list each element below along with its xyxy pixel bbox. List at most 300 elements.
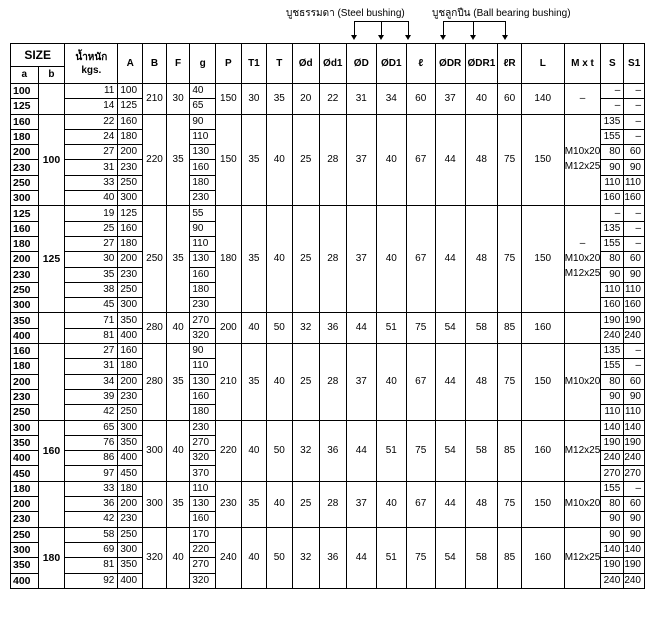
thread-value: M12x25 <box>564 161 601 173</box>
S1-cell: – <box>624 344 645 359</box>
A-cell: 350 <box>118 313 143 328</box>
lR-cell: 85 <box>498 313 522 344</box>
thread-cell <box>564 84 601 115</box>
T-cell: 40 <box>267 114 292 206</box>
weight-cell: 97 <box>65 466 118 481</box>
l-cell: 75 <box>406 313 435 344</box>
d-cell: 25 <box>292 206 319 313</box>
table-row <box>11 527 645 542</box>
B-cell: 320 <box>143 527 167 588</box>
S1-cell: – <box>624 221 645 236</box>
thread-value: – <box>579 92 586 104</box>
S1-cell: 270 <box>624 466 645 481</box>
arrow-down-icon <box>502 35 508 40</box>
B-cell: 250 <box>143 206 167 313</box>
lR-cell: 85 <box>498 527 522 588</box>
size-a-cell: 200 <box>11 252 39 267</box>
table-body <box>11 84 645 589</box>
F-cell: 35 <box>166 344 189 420</box>
column-header: ℓ <box>406 44 435 84</box>
column-header: ØD <box>346 44 376 84</box>
DR-cell: 44 <box>435 206 465 313</box>
weight-cell: 86 <box>65 451 118 466</box>
column-header: Ød1 <box>319 44 346 84</box>
A-cell: 450 <box>118 466 143 481</box>
weight-label: น้ำหนัก <box>75 51 108 63</box>
T1-cell: 35 <box>241 344 266 420</box>
A-cell: 300 <box>118 542 143 557</box>
weight-cell: 45 <box>65 298 118 313</box>
size-a-cell: 350 <box>11 313 39 328</box>
S-cell: 155 <box>601 481 624 496</box>
column-header: ØDR <box>435 44 465 84</box>
S-cell: 90 <box>601 389 624 404</box>
size-a-cell: 160 <box>11 344 39 359</box>
T-cell: 50 <box>267 527 292 588</box>
S-cell: 135 <box>601 344 624 359</box>
B-cell: 280 <box>143 344 167 420</box>
D-cell: 37 <box>346 114 376 206</box>
lR-cell: 85 <box>498 420 522 481</box>
g-cell: 180 <box>190 405 216 420</box>
A-cell: 250 <box>118 175 143 190</box>
d-cell: 32 <box>292 313 319 344</box>
DR1-cell: 48 <box>465 481 498 527</box>
DR-cell: 54 <box>435 420 465 481</box>
A-cell: 100 <box>118 84 143 99</box>
L-cell: 160 <box>521 527 564 588</box>
g-cell: 180 <box>190 282 216 297</box>
lR-cell: 75 <box>498 114 522 206</box>
A-cell: 180 <box>118 129 143 144</box>
S1-cell: 90 <box>624 267 645 282</box>
g-cell: 110 <box>190 359 216 374</box>
L-cell: 160 <box>521 420 564 481</box>
D-cell: 44 <box>346 313 376 344</box>
g-cell: 90 <box>190 344 216 359</box>
thread-value: M12x25 <box>564 551 601 563</box>
S-cell: 90 <box>601 160 624 175</box>
S1-cell: 190 <box>624 313 645 328</box>
column-header: T <box>267 44 292 84</box>
DR-cell: 44 <box>435 344 465 420</box>
B-cell: 220 <box>143 114 167 206</box>
weight-cell: 40 <box>65 191 118 206</box>
l-cell: 75 <box>406 420 435 481</box>
A-cell: 300 <box>118 191 143 206</box>
S1-cell: 110 <box>624 175 645 190</box>
g-cell: 270 <box>190 435 216 450</box>
S1-cell: – <box>624 236 645 251</box>
size-a-cell: 300 <box>11 191 39 206</box>
table-row <box>11 420 645 435</box>
table-row <box>11 481 645 496</box>
S-cell: 110 <box>601 175 624 190</box>
S-cell: 110 <box>601 282 624 297</box>
A-cell: 350 <box>118 435 143 450</box>
D1-cell: 40 <box>376 344 406 420</box>
g-cell: 320 <box>190 328 216 343</box>
S-cell: 190 <box>601 313 624 328</box>
T-cell: 50 <box>267 420 292 481</box>
weight-cell: 39 <box>65 389 118 404</box>
A-cell: 250 <box>118 282 143 297</box>
size-a-cell: 250 <box>11 405 39 420</box>
arrow-down-icon <box>405 35 411 40</box>
size-a-cell: 400 <box>11 328 39 343</box>
size-a-cell: 180 <box>11 481 39 496</box>
thread-cell <box>564 420 601 481</box>
L-cell: 140 <box>521 84 564 115</box>
T1-cell: 35 <box>241 206 266 313</box>
A-cell: 300 <box>118 298 143 313</box>
bracket-line <box>443 21 444 35</box>
weight-cell: 27 <box>65 236 118 251</box>
L-cell: 150 <box>521 344 564 420</box>
arrow-down-icon <box>470 35 476 40</box>
size-b-cell: 180 <box>38 527 65 588</box>
DR-cell: 44 <box>435 481 465 527</box>
g-cell: 160 <box>190 512 216 527</box>
S-cell: 140 <box>601 542 624 557</box>
size-b-cell <box>38 313 65 344</box>
kgs-label: kgs. <box>81 64 102 76</box>
size-a-cell: 400 <box>11 573 39 588</box>
g-cell: 160 <box>190 389 216 404</box>
S-cell: 140 <box>601 420 624 435</box>
bracket-line <box>408 21 409 35</box>
d1-cell: 36 <box>319 527 346 588</box>
T-cell: 40 <box>267 344 292 420</box>
S-cell: 80 <box>601 497 624 512</box>
lR-cell: 60 <box>498 84 522 115</box>
g-cell: 270 <box>190 313 216 328</box>
size-a-cell: 300 <box>11 542 39 557</box>
weight-cell: 42 <box>65 512 118 527</box>
D1-cell: 34 <box>376 84 406 115</box>
DR1-cell: 40 <box>465 84 498 115</box>
size-b-cell: 125 <box>38 206 65 313</box>
S-cell: 155 <box>601 236 624 251</box>
DR1-cell: 48 <box>465 114 498 206</box>
column-header: B <box>143 44 167 84</box>
weight-cell: 69 <box>65 542 118 557</box>
header-row <box>11 44 645 67</box>
weight-cell: 19 <box>65 206 118 221</box>
S1-cell: 160 <box>624 191 645 206</box>
g-cell: 130 <box>190 252 216 267</box>
weight-cell: 31 <box>65 359 118 374</box>
thread-cell <box>564 114 601 206</box>
S1-cell: 240 <box>624 328 645 343</box>
column-header: L <box>521 44 564 84</box>
T-cell: 50 <box>267 313 292 344</box>
S1-cell: 90 <box>624 160 645 175</box>
weight-cell: 27 <box>65 145 118 160</box>
g-cell: 65 <box>190 99 216 114</box>
A-cell: 160 <box>118 114 143 129</box>
size-a-cell: 450 <box>11 466 39 481</box>
spec-table <box>10 43 645 589</box>
A-cell: 400 <box>118 328 143 343</box>
thread-value: M10x20 <box>564 146 601 158</box>
column-header: ØDR1 <box>465 44 498 84</box>
bracket-line <box>381 21 382 35</box>
weight-cell: 81 <box>65 558 118 573</box>
S1-cell: – <box>624 481 645 496</box>
lR-cell: 75 <box>498 481 522 527</box>
thread-cell <box>564 527 601 588</box>
weight-cell: 35 <box>65 267 118 282</box>
size-a-cell: 180 <box>11 359 39 374</box>
F-cell: 35 <box>166 114 189 206</box>
P-cell: 240 <box>216 527 242 588</box>
A-cell: 180 <box>118 236 143 251</box>
column-header: M x t <box>564 44 601 84</box>
l-cell: 67 <box>406 481 435 527</box>
P-cell: 230 <box>216 481 242 527</box>
S1-cell: 90 <box>624 527 645 542</box>
table-header <box>11 44 645 84</box>
column-header: g <box>190 44 216 84</box>
A-cell: 230 <box>118 160 143 175</box>
column-header: ℓR <box>498 44 522 84</box>
A-cell: 230 <box>118 389 143 404</box>
A-cell: 125 <box>118 99 143 114</box>
size-a-cell: 200 <box>11 145 39 160</box>
size-a-cell: 125 <box>11 206 39 221</box>
size-a-cell: 200 <box>11 497 39 512</box>
size-header: SIZE <box>11 44 65 67</box>
S-cell: 155 <box>601 129 624 144</box>
DR1-cell: 58 <box>465 527 498 588</box>
size-a-cell: 160 <box>11 114 39 129</box>
weight-cell: 71 <box>65 313 118 328</box>
P-cell: 150 <box>216 84 242 115</box>
d1-cell: 28 <box>319 206 346 313</box>
table-row <box>11 84 645 99</box>
S-cell: 90 <box>601 512 624 527</box>
S-cell: 135 <box>601 114 624 129</box>
bracket-line <box>505 21 506 35</box>
DR-cell: 37 <box>435 84 465 115</box>
size-a-cell: 350 <box>11 435 39 450</box>
a-header: a <box>11 67 39 84</box>
column-header: ØD1 <box>376 44 406 84</box>
weight-cell: 25 <box>65 221 118 236</box>
g-cell: 160 <box>190 267 216 282</box>
d1-cell: 28 <box>319 344 346 420</box>
T1-cell: 35 <box>241 481 266 527</box>
size-a-cell: 230 <box>11 267 39 282</box>
weight-cell: 27 <box>65 344 118 359</box>
thread-value: M10x20 <box>564 498 601 510</box>
F-cell: 35 <box>166 206 189 313</box>
size-a-cell: 100 <box>11 84 39 99</box>
A-cell: 160 <box>118 221 143 236</box>
lR-cell: 75 <box>498 344 522 420</box>
DR-cell: 44 <box>435 114 465 206</box>
weight-cell: 30 <box>65 252 118 267</box>
d-cell: 32 <box>292 420 319 481</box>
D1-cell: 40 <box>376 206 406 313</box>
weight-cell: 33 <box>65 481 118 496</box>
P-cell: 180 <box>216 206 242 313</box>
S-cell: – <box>601 206 624 221</box>
S1-cell: 60 <box>624 252 645 267</box>
size-b-cell: 100 <box>38 114 65 206</box>
g-cell: 230 <box>190 420 216 435</box>
S-cell: 110 <box>601 405 624 420</box>
g-cell: 230 <box>190 191 216 206</box>
B-cell: 280 <box>143 313 167 344</box>
size-a-cell: 250 <box>11 282 39 297</box>
g-cell: 110 <box>190 129 216 144</box>
size-a-cell: 180 <box>11 129 39 144</box>
g-cell: 130 <box>190 374 216 389</box>
S1-cell: 240 <box>624 451 645 466</box>
L-cell: 150 <box>521 481 564 527</box>
S1-cell: – <box>624 206 645 221</box>
weight-cell: 24 <box>65 129 118 144</box>
size-a-cell: 230 <box>11 160 39 175</box>
column-header: S <box>601 44 624 84</box>
size-b-cell <box>38 344 65 420</box>
F-cell: 40 <box>166 420 189 481</box>
size-a-cell: 180 <box>11 236 39 251</box>
D-cell: 37 <box>346 206 376 313</box>
D-cell: 31 <box>346 84 376 115</box>
F-cell: 35 <box>166 481 189 527</box>
D1-cell: 40 <box>376 114 406 206</box>
g-cell: 110 <box>190 481 216 496</box>
l-cell: 75 <box>406 527 435 588</box>
weight-cell: 65 <box>65 420 118 435</box>
l-cell: 67 <box>406 114 435 206</box>
thread-cell <box>564 313 601 344</box>
T-cell: 40 <box>267 206 292 313</box>
S-cell: – <box>601 84 624 99</box>
table-row <box>11 206 645 221</box>
P-cell: 220 <box>216 420 242 481</box>
ball-bushing-note: บูชลูกปืน (Ball bearing bushing) <box>432 8 571 19</box>
S-cell: 160 <box>601 298 624 313</box>
d1-cell: 36 <box>319 420 346 481</box>
size-a-cell: 350 <box>11 558 39 573</box>
DR1-cell: 48 <box>465 206 498 313</box>
size-a-cell: 300 <box>11 298 39 313</box>
g-cell: 130 <box>190 145 216 160</box>
size-a-cell: 250 <box>11 175 39 190</box>
d1-cell: 36 <box>319 313 346 344</box>
size-a-cell: 300 <box>11 420 39 435</box>
A-cell: 230 <box>118 267 143 282</box>
weight-cell: 14 <box>65 99 118 114</box>
D-cell: 44 <box>346 420 376 481</box>
A-cell: 250 <box>118 405 143 420</box>
A-cell: 200 <box>118 497 143 512</box>
DR1-cell: 48 <box>465 344 498 420</box>
P-cell: 150 <box>216 114 242 206</box>
A-cell: 230 <box>118 512 143 527</box>
D1-cell: 51 <box>376 313 406 344</box>
size-a-cell: 230 <box>11 512 39 527</box>
weight-cell: 33 <box>65 175 118 190</box>
steel-bushing-note: บูชธรรมดา (Steel bushing) <box>286 8 405 19</box>
d-cell: 25 <box>292 481 319 527</box>
weight-cell: 36 <box>65 497 118 512</box>
d-cell: 25 <box>292 344 319 420</box>
B-cell: 300 <box>143 420 167 481</box>
column-header: T1 <box>241 44 266 84</box>
g-cell: 270 <box>190 558 216 573</box>
A-cell: 200 <box>118 374 143 389</box>
DR-cell: 54 <box>435 527 465 588</box>
S1-cell: 60 <box>624 145 645 160</box>
g-cell: 90 <box>190 221 216 236</box>
size-a-cell: 200 <box>11 374 39 389</box>
g-cell: 170 <box>190 527 216 542</box>
P-cell: 210 <box>216 344 242 420</box>
l-cell: 60 <box>406 84 435 115</box>
size-b-cell <box>38 84 65 115</box>
S1-cell: – <box>624 359 645 374</box>
S-cell: 240 <box>601 451 624 466</box>
A-cell: 400 <box>118 573 143 588</box>
L-cell: 160 <box>521 313 564 344</box>
A-cell: 200 <box>118 145 143 160</box>
D1-cell: 40 <box>376 481 406 527</box>
column-header: P <box>216 44 242 84</box>
T-cell: 35 <box>267 84 292 115</box>
F-cell: 40 <box>166 527 189 588</box>
weight-cell: 58 <box>65 527 118 542</box>
S1-cell: 60 <box>624 374 645 389</box>
T1-cell: 35 <box>241 114 266 206</box>
S-cell: 90 <box>601 527 624 542</box>
S1-cell: 60 <box>624 497 645 512</box>
ball-bracket <box>443 21 505 22</box>
g-cell: 220 <box>190 542 216 557</box>
weight-cell: 42 <box>65 405 118 420</box>
S1-cell: 140 <box>624 420 645 435</box>
B-cell: 210 <box>143 84 167 115</box>
g-cell: 320 <box>190 573 216 588</box>
T1-cell: 30 <box>241 84 266 115</box>
A-cell: 300 <box>118 420 143 435</box>
size-a-cell: 250 <box>11 527 39 542</box>
A-cell: 200 <box>118 252 143 267</box>
S1-cell: – <box>624 84 645 99</box>
weight-cell: 11 <box>65 84 118 99</box>
S-cell: – <box>601 99 624 114</box>
D1-cell: 51 <box>376 527 406 588</box>
T1-cell: 40 <box>241 527 266 588</box>
S-cell: 155 <box>601 359 624 374</box>
arrow-down-icon <box>351 35 357 40</box>
thread-cell <box>564 344 601 420</box>
S-cell: 90 <box>601 267 624 282</box>
arrow-down-icon <box>440 35 446 40</box>
g-cell: 40 <box>190 84 216 99</box>
S1-cell: – <box>624 129 645 144</box>
arrow-down-icon <box>378 35 384 40</box>
g-cell: 230 <box>190 298 216 313</box>
T1-cell: 40 <box>241 420 266 481</box>
size-b-cell: 160 <box>38 420 65 481</box>
table-row <box>11 344 645 359</box>
weight-cell: 81 <box>65 328 118 343</box>
